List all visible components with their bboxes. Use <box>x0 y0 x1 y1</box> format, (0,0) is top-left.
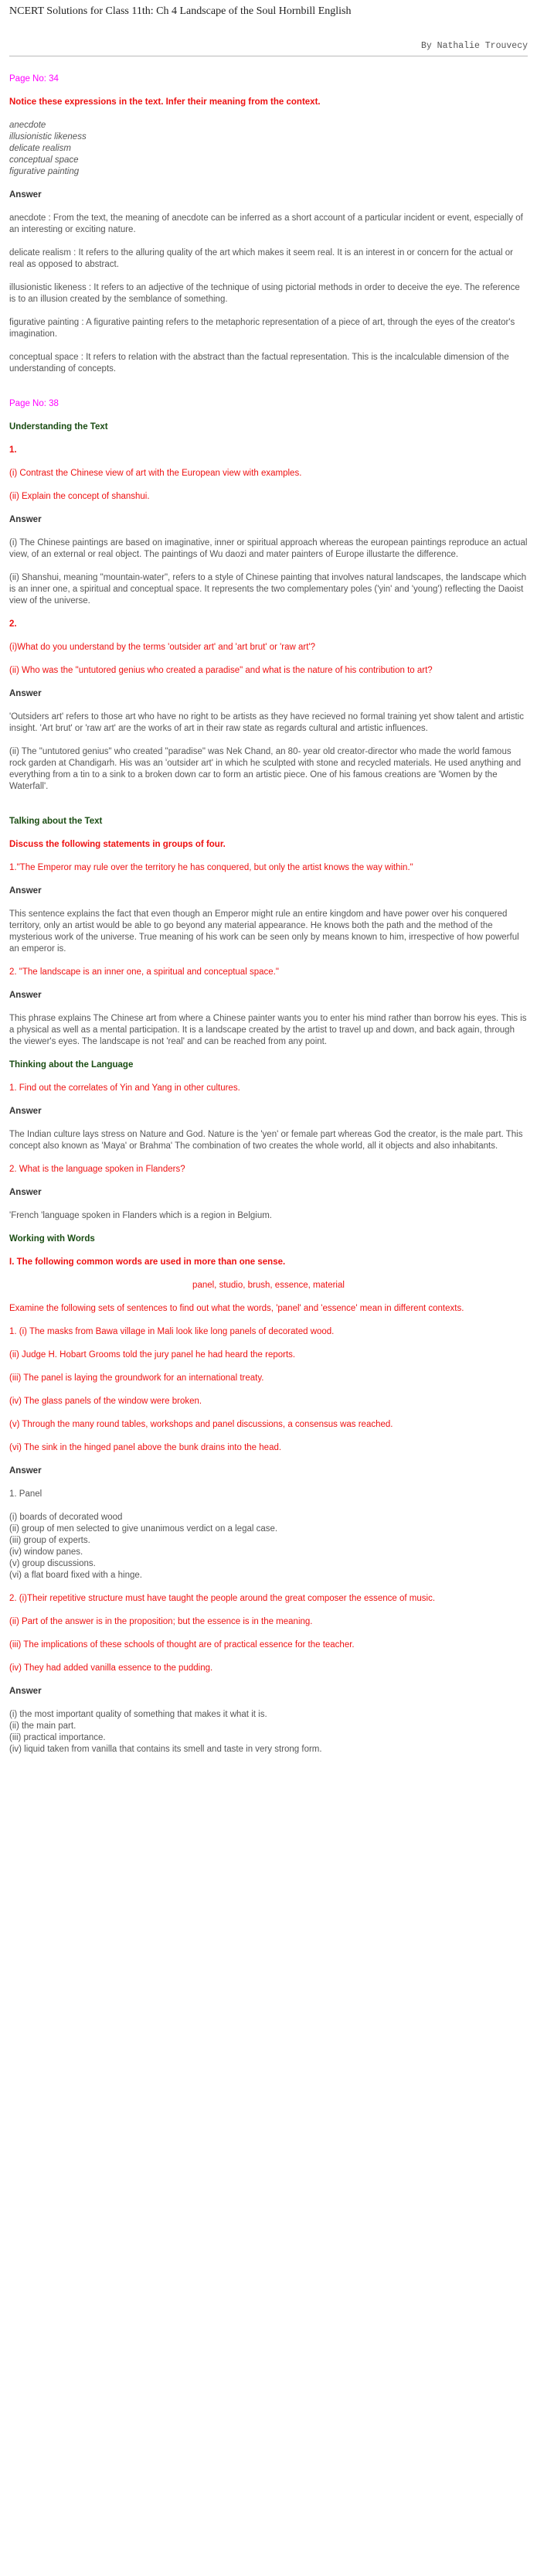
question-text: 2. "The landscape is an inner one, a spiritual and conceptual space." <box>9 967 279 977</box>
answer-line: (iv) liquid taken from vanilla that contains its smell and taste in very strong form. <box>9 1745 322 1754</box>
example-sentence: 2. (i)Their repetitive structure must have taught the people around the great composer the essence of music. <box>9 1594 436 1603</box>
answer-subheading: 1. Panel <box>9 1489 42 1499</box>
answer-paragraph: (i) The Chinese paintings are based on imaginative, inner or spiritual approach whereas the european paintings reproduce an actual view, of an external or real object. The paintings of Wu daozi and mater painters of Europe illustarte the difference. <box>9 538 528 559</box>
question-instruction: Notice these expressions in the text. Infer their meaning from the context. <box>9 97 321 107</box>
expression-list <box>9 120 528 178</box>
answer-line: (iii) group of experts. <box>9 1536 90 1545</box>
answer-paragraph: This sentence explains the fact that even though an Emperor might rule an entire kingdom and have power over his conquered territory, only an artist would be able to go beyond any material appearance. He knows both the path and the method of the mysterious work of the universe. True meaning of his work can be seen only by means known to him, irrespective of how powerful an emperor is. <box>9 909 519 954</box>
document-title: NCERT Solutions for Class 11th: Ch 4 Landscape of the Soul Hornbill English <box>9 5 352 17</box>
question-number: 1. <box>9 445 17 455</box>
answer-paragraph: delicate realism : It refers to the alluring quality of the art which makes it seem real. It is an interest in or concern for the actual or real as opposed to abstract. <box>9 248 513 269</box>
answer-line: (ii) group of men selected to give unanimous verdict on a legal case. <box>9 1524 278 1534</box>
answer-line: (i) the most important quality of something that makes it what it is. <box>9 1710 267 1719</box>
example-sentence: (vi) The sink in the hinged panel above the bunk drains into the head. <box>9 1443 282 1452</box>
word-list: panel, studio, brush, essence, material <box>192 1281 345 1290</box>
panel-answer-list <box>9 1512 528 1581</box>
answer-paragraph: The Indian culture lays stress on Nature and God. Nature is the 'yen' or female part whereas God the creator, is the male part. This concept also known as 'Maya' or Brahma' The combination of two creates the whole world, all it objects and also inhabitants. <box>9 1130 523 1151</box>
question-text: Examine the following sets of sentences to find out what the words, 'panel' and 'essence' mean in different contexts. <box>9 1304 464 1313</box>
page-number: Page No: 34 <box>9 74 59 84</box>
answer-paragraph: illusionistic likeness : It refers to an adjective of the technique of using pictorial methods in order to deceive the eye. The reference is to an illusion created by the semblance of something. <box>9 283 520 304</box>
author-line: By Nathalie Trouvecy <box>420 41 528 51</box>
section-language <box>9 1059 528 1222</box>
expression-item: anecdote <box>9 121 46 130</box>
question-text: 1."The Emperor may rule over the territory he has conquered, but only the artist knows the way within." <box>9 863 413 872</box>
question-instruction: Discuss the following statements in groups of four. <box>9 840 226 849</box>
answer-paragraph: conceptual space : It refers to relation with the abstract than the factual representation. This is the incalculable dimension of the understanding of concepts. <box>9 353 509 374</box>
answer-paragraph: figurative painting : A figurative painting refers to the metaphoric representation of a piece of art, through the eyes of the creator's imagination. <box>9 318 515 339</box>
example-sentence: (v) Through the many round tables, workshops and panel discussions, a consensus was reached. <box>9 1420 393 1429</box>
section-understanding <box>9 398 528 793</box>
section-expressions <box>9 73 528 375</box>
example-sentence: (ii) Judge H. Hobart Grooms told the jury panel he had heard the reports. <box>9 1350 296 1360</box>
answer-label: Answer <box>9 190 42 200</box>
essence-answer-list <box>9 1709 528 1755</box>
answer-label: Answer <box>9 1687 42 1696</box>
answer-paragraph: (ii) The "untutored genius" who created "paradise" was Nek Chand, an 80- year old creator-director who made the world famous rock garden at Chandigarh. His was an 'outsider art' in which he sculpted with stone and recycled materials. He used anything and everything from a tin to a sink to a broken down car to form an artistic piece. One of his famous creations are 'Women by the Waterfall'. <box>9 747 522 791</box>
example-sentence: (iii) The panel is laying the groundwork for an international treaty. <box>9 1373 264 1383</box>
question-text: (i)What do you understand by the terms 'outsider art' and 'art brut' or 'raw art'? <box>9 643 316 652</box>
section-heading: Talking about the Text <box>9 817 103 826</box>
expression-item: figurative painting <box>9 167 80 176</box>
example-sentence: (iv) The glass panels of the window were broken. <box>9 1397 202 1406</box>
answer-label: Answer <box>9 886 42 896</box>
section-heading: Thinking about the Language <box>9 1060 134 1070</box>
answer-line: (iii) practical importance. <box>9 1733 106 1742</box>
question-text: (ii) Explain the concept of shanshui. <box>9 492 150 501</box>
answer-label: Answer <box>9 515 42 524</box>
expression-item: illusionistic likeness <box>9 132 87 142</box>
expression-item: delicate realism <box>9 144 71 153</box>
section-words <box>9 1233 528 1755</box>
answer-label: Answer <box>9 689 42 698</box>
expression-item: conceptual space <box>9 155 79 165</box>
answer-line: (v) group discussions. <box>9 1559 96 1568</box>
question-text: 1. Find out the correlates of Yin and Yang in other cultures. <box>9 1083 240 1093</box>
answer-paragraph: (ii) Shanshui, meaning "mountain-water", refers to a style of Chinese painting that involves natural landscapes, the landscape which is an inner one, a spiritual and conceptual space. It represents the two complementary poles ('yin' and 'young') reflecting the Daoist view of the universe. <box>9 573 527 606</box>
answer-line: (vi) a flat board fixed with a hinge. <box>9 1571 142 1580</box>
question-text: (i) Contrast the Chinese view of art with the European view with examples. <box>9 469 302 478</box>
example-sentence: (ii) Part of the answer is in the proposition; but the essence is in the meaning. <box>9 1617 313 1626</box>
section-heading: Understanding the Text <box>9 422 108 432</box>
answer-label: Answer <box>9 991 42 1000</box>
example-sentence: 1. (i) The masks from Bawa village in Mali look like long panels of decorated wood. <box>9 1327 335 1336</box>
question-text: 2. What is the language spoken in Flanders? <box>9 1165 185 1174</box>
answer-line: (ii) the main part. <box>9 1721 76 1731</box>
question-instruction: I. The following common words are used in more than one sense. <box>9 1257 286 1267</box>
answer-paragraph: anecdote : From the text, the meaning of anecdote can be inferred as a short account of a particular incident or event, especially of an interesting or exciting nature. <box>9 213 523 234</box>
example-sentence: (iv) They had added vanilla essence to the pudding. <box>9 1663 213 1673</box>
answer-line: (iv) window panes. <box>9 1547 83 1557</box>
answer-paragraph: 'Outsiders art' refers to those art who have no right to be artists as they have recieved no formal training yet show talent and artistic insight. 'Art brut' or 'raw art' are the works of art in their raw state as regards cultural and artistic influences. <box>9 712 524 733</box>
answer-line: (i) boards of decorated wood <box>9 1513 123 1522</box>
answer-label: Answer <box>9 1107 42 1116</box>
answer-paragraph: 'French 'language spoken in Flanders which is a region in Belgium. <box>9 1211 272 1220</box>
answer-label: Answer <box>9 1188 42 1197</box>
answer-paragraph: This phrase explains The Chinese art from where a Chinese painter wants you to enter his mind rather than borrow his eyes. This is a physical as well as a mental participation. It is a landscape created by the artist to travel up and down, and back again, through the viewer's eyes. The landscape is not 'real' and can be reached from any point. <box>9 1014 527 1046</box>
question-text: (ii) Who was the "untutored genius who created a paradise" and what is the nature of his contribution to art? <box>9 666 433 675</box>
document-page <box>9 0 528 1755</box>
answer-label: Answer <box>9 1466 42 1476</box>
question-number: 2. <box>9 619 17 629</box>
section-heading: Working with Words <box>9 1234 95 1244</box>
page-number: Page No: 38 <box>9 399 59 408</box>
example-sentence: (iii) The implications of these schools of thought are of practical essence for the teacher. <box>9 1640 355 1650</box>
section-talking <box>9 816 528 1048</box>
